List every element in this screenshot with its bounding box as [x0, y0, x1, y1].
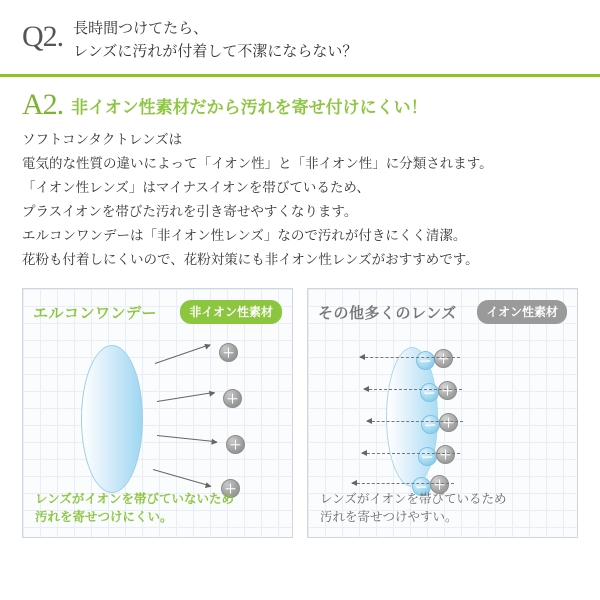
panel-ionic-caption-line-1: レンズがイオンを帯びているため [320, 491, 507, 506]
charge-bubble-minus: ー [420, 383, 439, 402]
panel-ionic [307, 288, 578, 538]
attract-arrow-icon [352, 483, 454, 484]
body-line-4: プラスイオンを帯びた汚れを引き寄せやすくなります。 [22, 204, 358, 220]
panel-non-ionic-caption-line-2: 汚れを寄せつけにくい。 [35, 510, 173, 525]
charge-bubble-plus: ＋ [438, 381, 457, 400]
panel-non-ionic [22, 288, 293, 538]
repel-arrow-icon [157, 435, 217, 442]
panel-ionic-caption [308, 490, 577, 528]
panel-non-ionic-tag: 非イオン性素材 [180, 300, 282, 324]
attract-arrow-icon [367, 421, 463, 422]
body-line-6: 花粉も付着しにくいので、花粉対策にも非イオン性レンズがおすすめです。 [22, 252, 479, 268]
repel-arrow-icon [157, 392, 214, 402]
charge-bubble-plus: ＋ [226, 435, 245, 454]
comparison-panels [22, 288, 578, 538]
attract-arrow-icon [362, 453, 460, 454]
attract-arrow-icon [364, 389, 462, 390]
panel-ionic-title: その他多くのレンズ [318, 304, 457, 322]
panel-non-ionic-caption [23, 490, 292, 528]
charge-bubble-plus: ＋ [436, 445, 455, 464]
attract-arrow-icon [360, 357, 460, 358]
panel-non-ionic-caption-line-1: レンズがイオンを帯びていないため [35, 491, 234, 506]
body-line-5: エルコンワンデーは「非イオン性レンズ」なので汚れが付きにくく清潔。 [22, 228, 467, 244]
question-text [73, 14, 357, 64]
charge-bubble-plus: ＋ [221, 479, 240, 498]
answer-block [0, 78, 600, 128]
question-block [0, 0, 600, 77]
charge-bubble-minus: ー [412, 477, 431, 496]
charge-bubble-minus: ー [418, 447, 437, 466]
charge-bubble-plus: ＋ [223, 389, 242, 408]
repel-arrow-icon [155, 344, 210, 364]
lens-illustration-non-ionic [81, 345, 143, 493]
charge-bubble-plus: ＋ [430, 475, 449, 494]
question-line-2: レンズに汚れが付着して不潔にならない？ [73, 43, 358, 61]
body-copy [22, 128, 582, 272]
answer-label: A2. [22, 88, 64, 121]
answer-text: 非イオン性素材だから汚れを寄せ付けにくい！ [71, 97, 428, 117]
repel-arrow-icon [153, 469, 211, 486]
panel-non-ionic-header [23, 299, 292, 325]
charge-bubble-minus: ー [421, 415, 440, 434]
charge-bubble-plus: ＋ [219, 343, 238, 362]
panel-ionic-tag: イオン性素材 [477, 300, 567, 324]
body-line-3: 「イオン性レンズ」はマイナスイオンを帯びているため、 [22, 180, 370, 196]
charge-bubble-plus: ＋ [439, 413, 458, 432]
panel-ionic-header [308, 299, 577, 325]
body-line-1: ソフトコンタクトレンズは [22, 132, 183, 147]
panel-non-ionic-title: エルコンワンデー [33, 304, 158, 322]
charge-bubble-minus: ー [416, 351, 435, 370]
question-label: Q2. [22, 20, 64, 53]
charge-bubble-plus: ＋ [434, 349, 453, 368]
panel-ionic-caption-line-2: 汚れを寄せつけやすい。 [320, 510, 458, 525]
body-line-2: 電気的な性質の違いによって「イオン性」と「非イオン性」に分類されます。 [22, 156, 493, 172]
question-line-1: 長時間つけてたら、 [73, 20, 209, 37]
